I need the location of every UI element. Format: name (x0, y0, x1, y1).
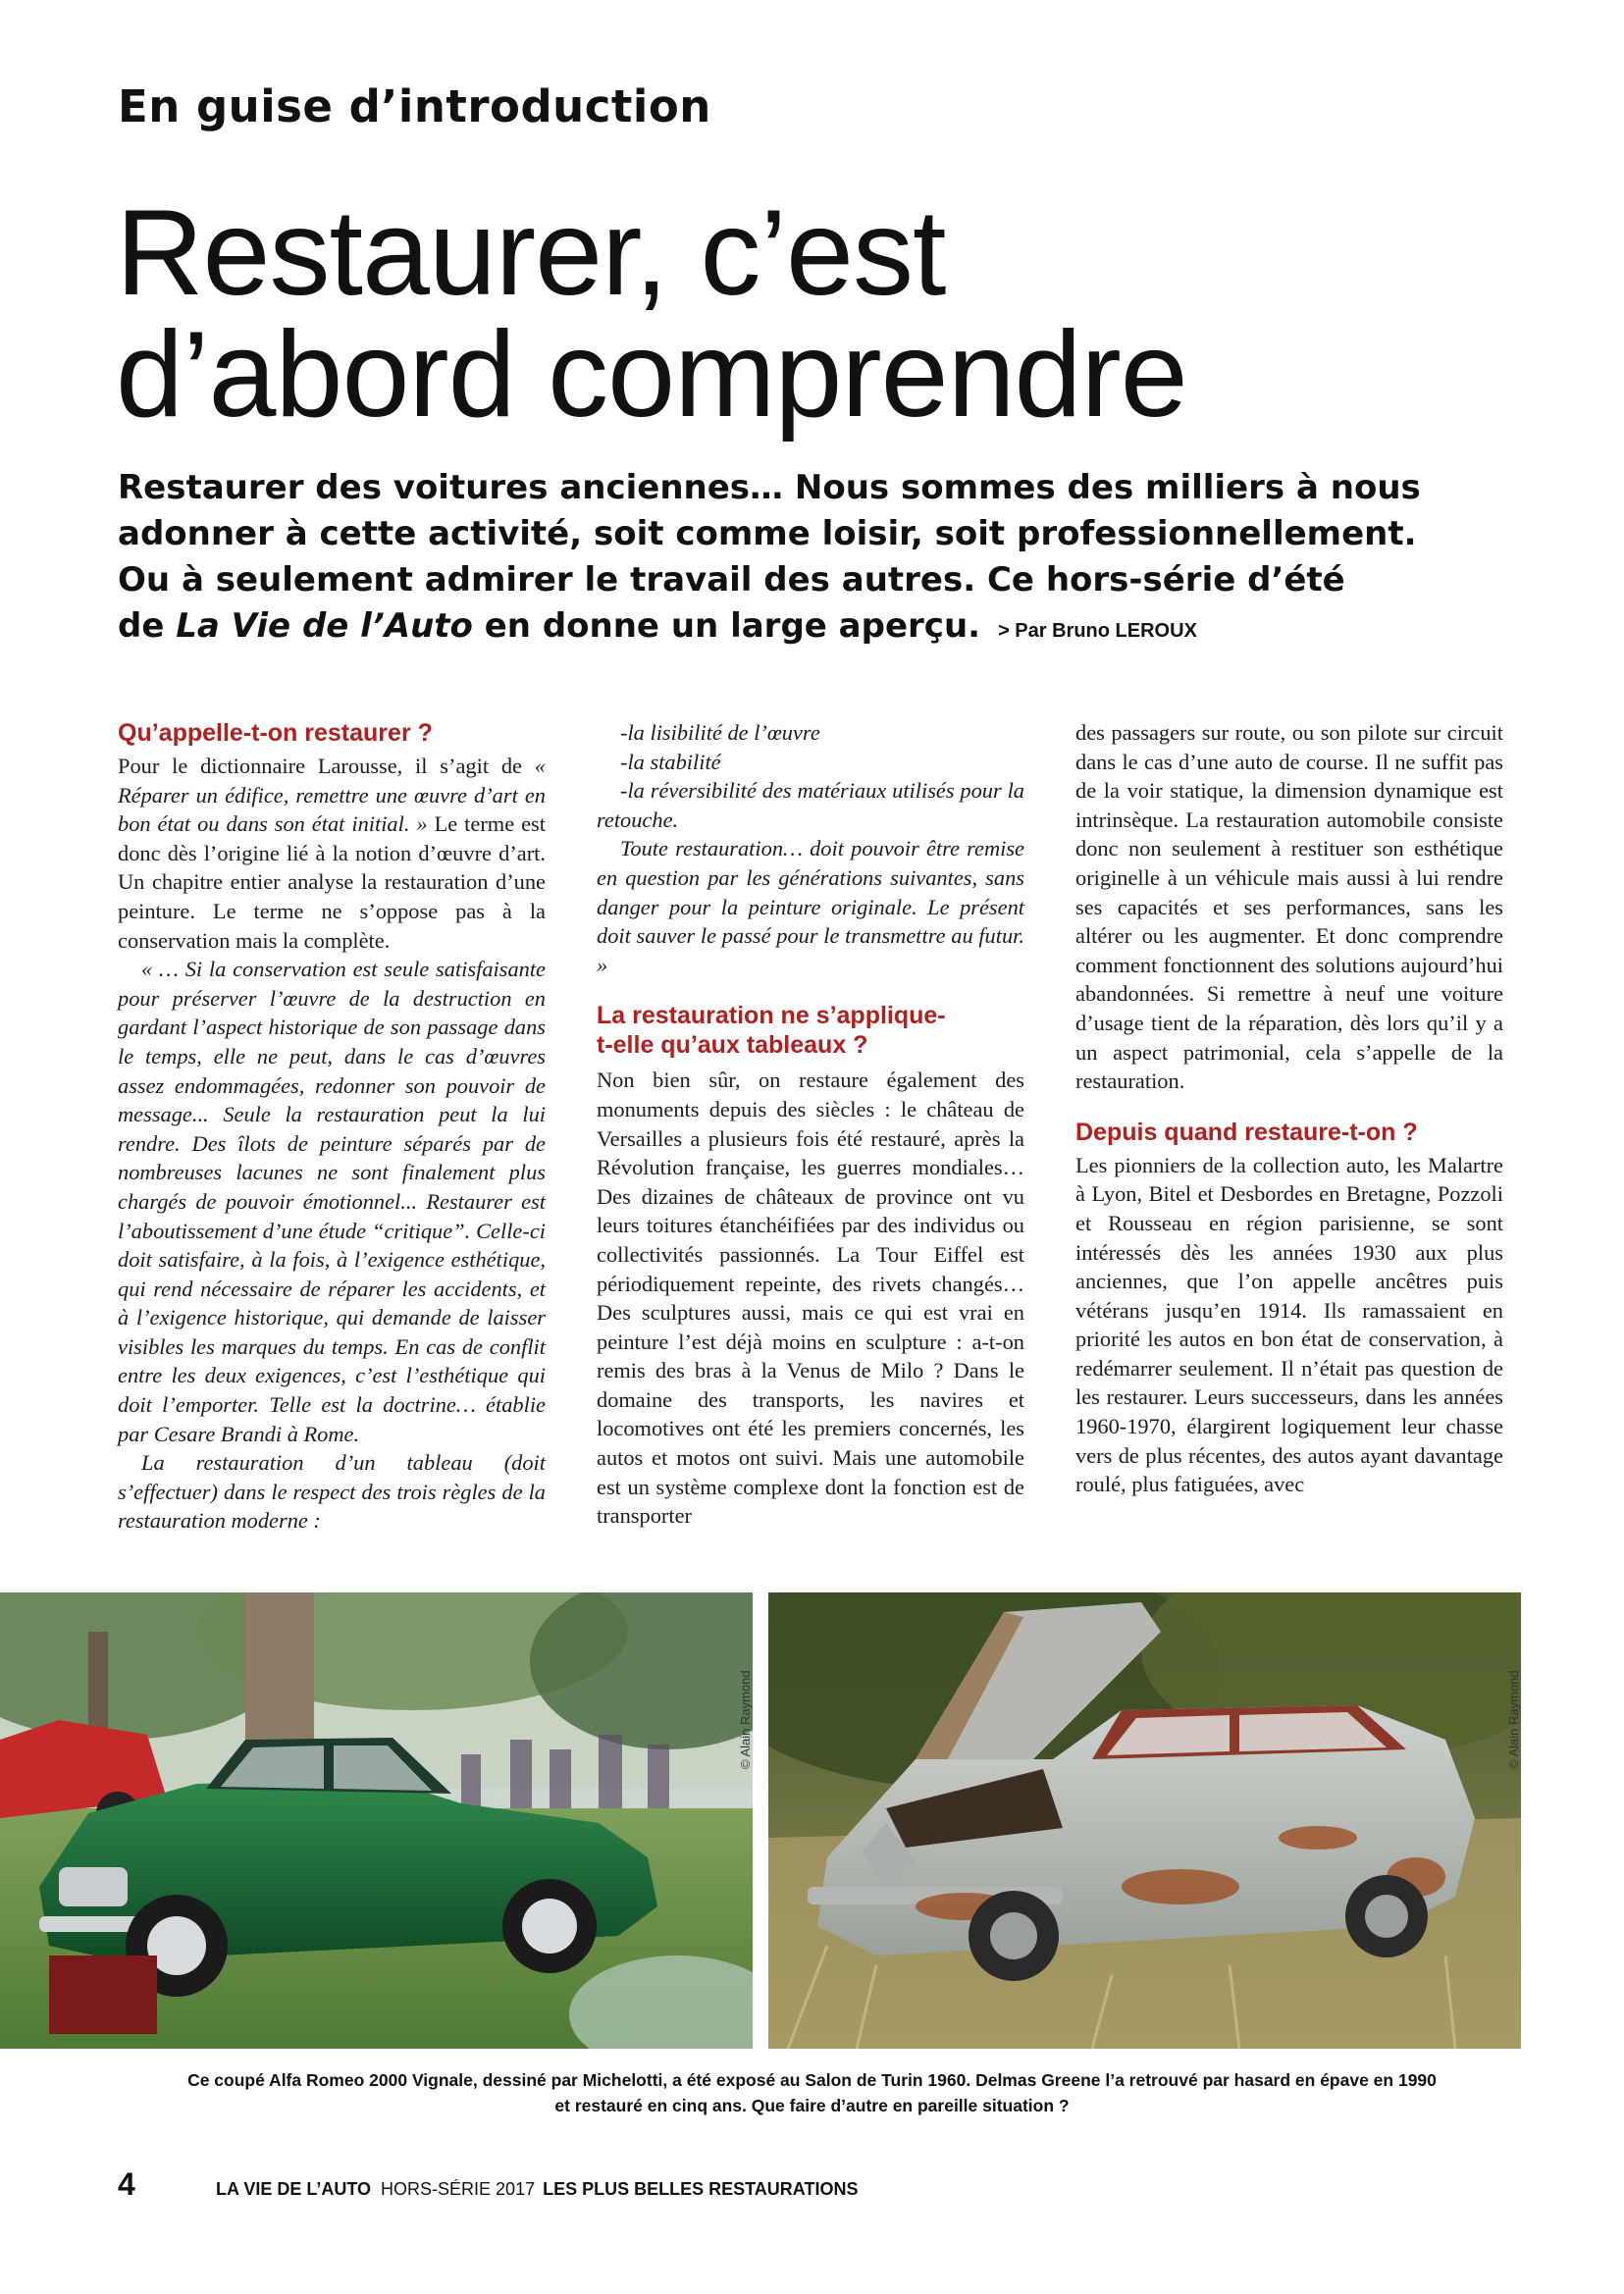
paragraph-brandi-quote: « … Si la conservation est seule satisfaisante pour préserver l’œuvre de la destruction en gardant l’aspect historique de son passage dans le temps, elle ne peut, dans le cas d’œuvres assez endommagées, redonner son pouvoir de message... Seule la restauration peut la lui rendre. Des îlots de peinture séparés par de nombreuses lacunes ne sont finalement plus chargés de pouvoir émotionnel... Restaurer est l’aboutissement d’une étude “critique”. Celle-ci doit satisfaire, à la fois, à l’exigence esthétique, qui rend nécessaire de réparer les accidents, et à l’exigence historique, qui demande de laisser visibles les marques du temps. En cas de conflit entre les deux exigences, c’est l’esthétique qui doit l’emporter. Telle est la doctrine… établie par Cesare Brandi à Rome. (118, 957, 546, 1446)
footer-magazine: LA VIE DE L’AUTO (216, 2179, 372, 2199)
heading-line-1: La restauration ne s’applique- (597, 1002, 946, 1030)
wreck-car-illustration (768, 1592, 1521, 2049)
title-line-1: Restaurer, c’est (116, 185, 946, 321)
page-footer (118, 2166, 858, 2203)
caption-line-1: Ce coupé Alfa Romeo 2000 Vignale, dessiné par Michelotti, a été exposé au Salon de Turin 1960. Delmas Greene l’a retrouvé par hasard en épave en 1990 (187, 2070, 1437, 2090)
photo-caption (118, 2067, 1506, 2118)
photo-restored-car (0, 1592, 753, 2049)
caption-line-2: et restauré en cinq ans. Que faire d’autre en pareille situation ? (554, 2096, 1070, 2115)
footer-section: LES PLUS BELLES RESTAURATIONS (543, 2179, 859, 2199)
photo-credit-2: © Alain Raymond (1506, 1670, 1521, 1769)
list-item-reversibilite: -la réversibilité des matériaux utilisés pour la retouche. (597, 778, 1024, 832)
column-2 (597, 718, 1024, 1531)
photo-credit-1: © Alain Raymond (738, 1670, 753, 1769)
footer-issue: HORS-SÉRIE 2017 (381, 2179, 536, 2199)
column-3 (1075, 718, 1503, 1499)
lead-line-4 (118, 603, 1531, 654)
paragraph-trois-regles: La restauration d’un tableau (doit s’effectuer) dans le respect des trois règles de la restauration moderne : (118, 1450, 546, 1534)
column-1 (118, 718, 546, 1536)
list-item-lisibilite: -la lisibilité de l’œuvre (620, 720, 820, 745)
kicker-heading: En guise d’introduction (118, 80, 711, 132)
lead-line-3: Ou à seulement admirer le travail des autres. Ce hors-série d’été (118, 560, 1345, 600)
article-title (116, 185, 1187, 443)
section-heading-tableaux (597, 1001, 1024, 1060)
photo-wreck-car (768, 1592, 1521, 2049)
lead-line-4-pre: de (118, 606, 177, 646)
paragraph-passagers: des passagers sur route, ou son pilote sur circuit dans le cas d’une auto de course. Il ne suffit pas de la voir statique, la dimension dynamique est intrinsèque. La restauration automobile consiste donc non seulement à restituer son esthétique originelle à un véhicule mais aussi à lui rendre ses capacités et ses performances, sans les altérer ou les augmenter. Et donc comprendre comment fonctionnent des solutions aujourd’hui abandonnées. Si remettre à neuf une voiture d’usage tient de la réparation, dès lors qu’il y a un aspect patrimonial, cela s’appelle de la restauration. (1075, 720, 1503, 1094)
larousse-rest: Le terme est donc dès l’origine lié à la notion d’œuvre d’art. Un chapitre entier analyse la restauration d’une peinture. Le terme ne s’oppose pas à la conservation mais la complète. (118, 811, 546, 953)
author-byline: > Par Bruno LEROUX (998, 620, 1197, 642)
paragraph-monuments: Non bien sûr, on restaure également des monuments depuis des siècles : le château de Versailles a plusieurs fois été restauré, après la Révolution française, les guerres mondiales… Des dizaines de châteaux de province ont vu leurs toitures étanchéifiées par des individus ou collectivités passionnés. La Tour Eiffel est périodiquement repeinte, des rivets changés… Des sculptures aussi, mais ce qui est vrai en peinture l’est déjà moins en sculpture : a-t-on remis des bras à la Venus de Milo ? Dans le domaine des transports, les navires et locomotives ont été les premiers concernés, les autos et motos ont suivi. Mais une automobile est un système complexe dont la fonction est de transporter (597, 1068, 1024, 1529)
lead-line-2: adonner à cette activité, soit comme loisir, soit professionnellement. (118, 514, 1417, 553)
list-item-stabilite: -la stabilité (620, 749, 721, 774)
lead-line-1: Restaurer des voitures anciennes… Nous sommes des milliers à nous (118, 468, 1421, 507)
lead-line-4-post: en donne un large aperçu. (472, 606, 981, 646)
restored-car-illustration (0, 1592, 753, 2049)
magazine-name-italic: La Vie de l’Auto (176, 606, 473, 646)
title-line-2: d’abord comprendre (116, 307, 1187, 443)
paragraph-larousse (118, 752, 546, 955)
paragraph-toute-restauration: Toute restauration… doit pouvoir être remise en question par les générations suivantes, sans danger pour la peinture originale. Le présent doit sauver le passé pour le transmettre au futur. » (597, 836, 1024, 977)
larousse-quote: « Réparer un édifice, remettre une œuvre d’art en bon état ou dans son état initial. » (118, 754, 546, 837)
section-heading-depuis-quand: Depuis quand restaure-t-on ? (1075, 1118, 1418, 1146)
page-number: 4 (118, 2166, 135, 2202)
larousse-intro: Pour le dictionnaire Larousse, il s’agit de (118, 754, 535, 778)
lead-paragraph (118, 465, 1531, 654)
heading-line-2: t-elle qu’aux tableaux ? (597, 1031, 868, 1060)
section-heading-restaurer: Qu’appelle-t-on restaurer ? (118, 719, 433, 747)
paragraph-pionniers: Les pionniers de la collection auto, les Malartre à Lyon, Bitel et Desbordes en Bretagne, Pozzoli et Rousseau en région parisienne, se sont intéressés dès les années 1930 aux plus anciennes, que l’on appelle ancêtres puis vétérans jusqu’en 1914. Ils ramassaient en priorité les autos en bon état de conservation, à redémarrer seulement. Il n’était pas question de les restaurer. Leurs successeurs, dans les années 1960-1970, élargirent logiquement leur chasse vers de plus récentes, des autos ayant davantage roulé, plus fatiguées, avec (1075, 1152, 1503, 1497)
